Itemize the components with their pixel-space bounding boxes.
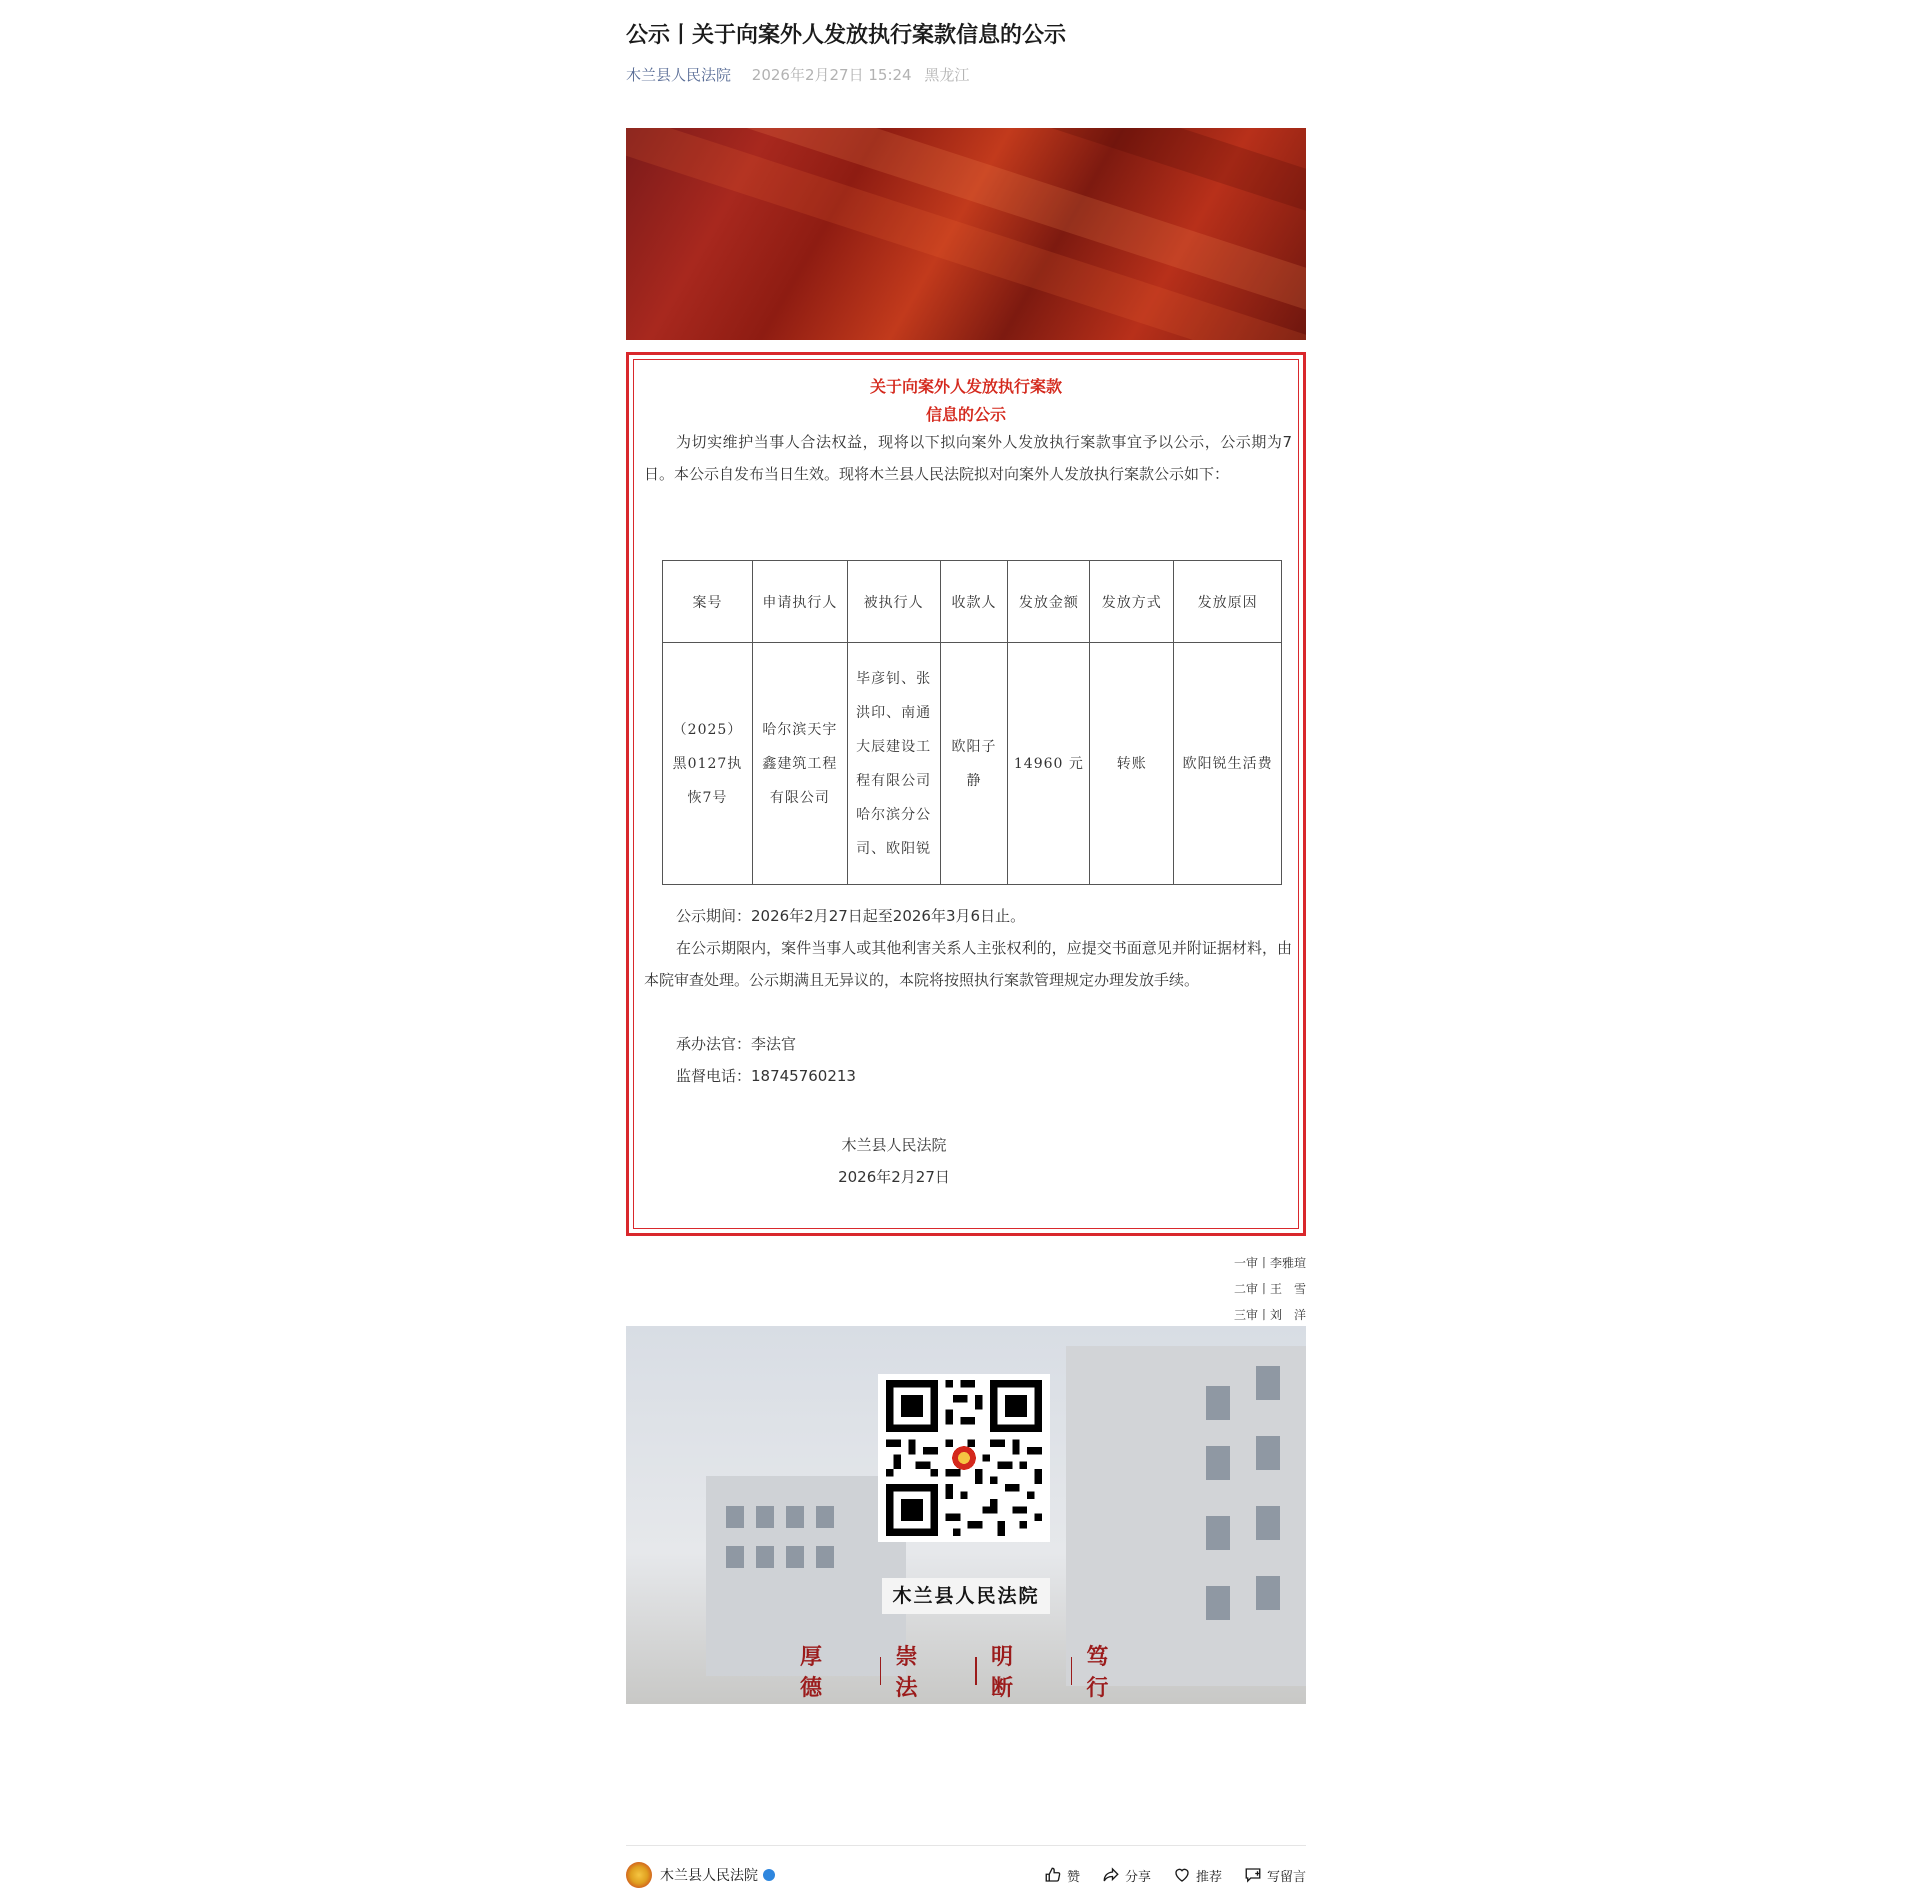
share-icon xyxy=(1102,1866,1120,1884)
bottom-divider xyxy=(626,1845,1306,1846)
recommend-label: 推荐 xyxy=(1195,1869,1222,1885)
bottom-bar xyxy=(626,1858,1306,1892)
notice-phone: 监督电话：18745760213 xyxy=(676,1067,856,1085)
court-name-plaque: 木兰县人民法院 xyxy=(882,1578,1050,1614)
notice-judge: 承办法官：李法官 xyxy=(676,1035,797,1053)
like-label: 赞 xyxy=(1066,1869,1080,1885)
publish-location: 黑龙江 xyxy=(924,66,970,84)
notice-period: 公示期间：2026年2月27日起至2026年3月6日止。 xyxy=(676,907,1026,925)
motto-2: 崇法 xyxy=(895,1644,930,1701)
action-bar xyxy=(1022,1866,1306,1885)
notice-objection: 在公示期限内，案件当事人或其他利害关系人主张权利的，应提交书面意见并附证据材料，由本院审查处理。公示期满且无异议的，本院将按照执行案款管理规定办理发放手续。 xyxy=(644,939,1292,989)
cell-amount: 14960 元 xyxy=(1008,643,1090,885)
like-button[interactable] xyxy=(1044,1866,1080,1885)
col-reason: 发放原因 xyxy=(1174,561,1282,643)
notice-intro: 为切实维护当事人合法权益，现将以下拟向案外人发放执行案款事宜予以公示，公示期为7日。本公示自发布当日生效。现将木兰县人民法院拟对向案外人发放执行案款公示如下： xyxy=(644,433,1292,483)
court-building-image xyxy=(626,1326,1306,1704)
heart-icon xyxy=(1173,1866,1191,1884)
cell-reason: 欧阳锐生活费 xyxy=(1174,643,1282,885)
motto-4: 笃行 xyxy=(1086,1644,1121,1701)
header-banner-image xyxy=(626,128,1306,340)
notice-title-line1: 关于向案外人发放执行案款 xyxy=(869,377,1062,396)
col-amount: 发放金额 xyxy=(1008,561,1090,643)
col-payee: 收款人 xyxy=(940,561,1008,643)
cell-applicant: 哈尔滨天宇鑫建筑工程有限公司 xyxy=(752,643,847,885)
notice-box xyxy=(626,352,1306,1236)
cell-respondent: 毕彦钊、张洪印、南通大辰建设工程有限公司哈尔滨分公司、欧阳锐 xyxy=(847,643,940,885)
col-applicant: 申请执行人 xyxy=(752,561,847,643)
comment-icon xyxy=(1244,1866,1262,1884)
verified-badge-icon xyxy=(763,1869,775,1881)
table-row xyxy=(663,643,1282,885)
disbursement-table xyxy=(662,560,1282,885)
court-motto xyxy=(786,1644,1166,1701)
col-case-no: 案号 xyxy=(663,561,753,643)
cell-case-no: （2025）黑0127执恢7号 xyxy=(663,643,753,885)
qr-code xyxy=(878,1374,1050,1542)
review-second: 二审丨王 雪 xyxy=(1233,1282,1306,1296)
comment-button[interactable] xyxy=(1244,1866,1306,1885)
motto-1: 厚德 xyxy=(800,1644,835,1701)
publish-datetime: 2026年2月27日 15:24 xyxy=(751,66,912,84)
cell-method: 转账 xyxy=(1090,643,1174,885)
comment-label: 写留言 xyxy=(1266,1869,1306,1885)
review-third: 三审丨刘 洋 xyxy=(1233,1308,1306,1322)
bottom-account-name[interactable]: 木兰县人民法院 xyxy=(660,1868,758,1884)
sign-court: 木兰县人民法院 xyxy=(841,1136,947,1154)
table-header-row xyxy=(663,561,1282,643)
motto-3: 明断 xyxy=(990,1644,1025,1701)
sign-date: 2026年2月27日 xyxy=(838,1168,950,1186)
cell-payee: 欧阳子静 xyxy=(940,643,1008,885)
recommend-button[interactable] xyxy=(1173,1866,1222,1885)
article-meta xyxy=(626,64,969,85)
share-button[interactable] xyxy=(1102,1866,1151,1885)
notice-title-line2: 信息的公示 xyxy=(925,405,1006,424)
account-avatar[interactable] xyxy=(626,1862,652,1888)
article-title: 公示丨关于向案外人发放执行案款信息的公示 xyxy=(626,23,1067,48)
review-first: 一审丨李雅瑄 xyxy=(1233,1256,1306,1270)
col-respondent: 被执行人 xyxy=(847,561,940,643)
col-method: 发放方式 xyxy=(1090,561,1174,643)
account-link[interactable]: 木兰县人民法院 xyxy=(626,66,732,84)
share-label: 分享 xyxy=(1124,1869,1151,1885)
thumbs-up-icon xyxy=(1044,1866,1062,1884)
